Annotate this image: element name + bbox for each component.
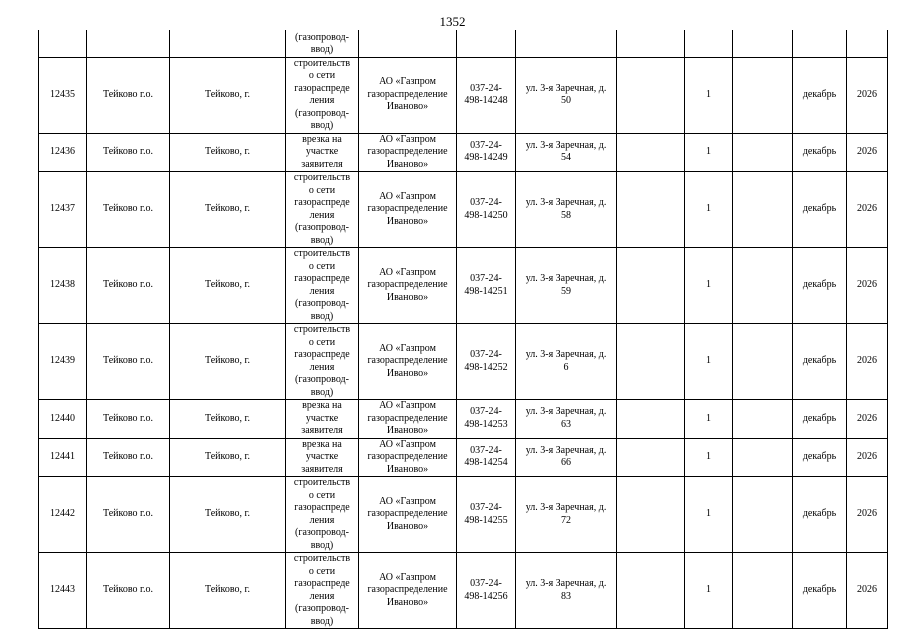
cell-work-type — [286, 438, 359, 477]
cell-empty — [617, 172, 685, 248]
cell-code-text: 037-24- 498-14252 — [464, 349, 508, 373]
cell-month — [793, 172, 847, 248]
cell-month-text: декабрь — [802, 146, 837, 157]
cell-count — [685, 324, 733, 400]
cell-district-text: Тейково г.о. — [103, 355, 153, 367]
cell-empty — [733, 133, 793, 172]
cell-empty — [617, 324, 685, 400]
cell-work-type — [286, 324, 359, 400]
cell-count-text: 1 — [706, 451, 711, 462]
cell-organization — [359, 438, 457, 477]
cell-count — [685, 248, 733, 324]
table-row — [39, 57, 888, 133]
table-row — [39, 324, 888, 400]
cell-id-text: 12443 — [50, 584, 75, 596]
cell-district-text: Тейково г.о. — [103, 279, 153, 291]
cell-id-text: 12439 — [50, 355, 75, 367]
cell-organization — [359, 57, 457, 133]
table-row — [39, 248, 888, 324]
cell-month — [793, 324, 847, 400]
cell-id — [39, 324, 87, 400]
cell-organization-text: АО «Газпром газораспределение Иваново» — [367, 266, 448, 303]
cell-count-text: 1 — [706, 355, 711, 367]
cell-empty — [617, 57, 685, 133]
cell-organization — [359, 133, 457, 172]
table-row — [39, 400, 888, 439]
cell-locality-text: Тейково, г. — [205, 355, 250, 367]
cell-locality — [170, 324, 286, 400]
cell-address — [516, 553, 617, 629]
cell-address — [516, 400, 617, 439]
cell-empty — [39, 30, 87, 57]
cell-count — [685, 400, 733, 439]
cell-work-type-text: строительств о сети газораспреде ления (газопровод- ввод) — [293, 477, 351, 551]
cell-address-text: ул. 3-я Заречная, д. 72 — [525, 502, 607, 526]
cell-district — [87, 400, 170, 439]
cell-address — [516, 324, 617, 400]
table-row — [39, 477, 888, 553]
cell-id — [39, 553, 87, 629]
cell-locality-text: Тейково, г. — [205, 584, 250, 596]
cell-locality-text: Тейково, г. — [205, 203, 250, 215]
cell-locality — [170, 438, 286, 477]
cell-id-text: 12436 — [50, 146, 75, 157]
cell-address-text: ул. 3-я Заречная, д. 50 — [525, 82, 607, 106]
cell-locality — [170, 57, 286, 133]
cell-year — [847, 438, 888, 477]
cell-address-text: ул. 3-я Заречная, д. 66 — [525, 444, 607, 469]
cell-organization — [359, 248, 457, 324]
cell-address-text: ул. 3-я Заречная, д. 59 — [525, 273, 607, 297]
cell-address — [516, 172, 617, 248]
table-row — [39, 133, 888, 172]
cell-year-text: 2026 — [857, 355, 877, 367]
cell-empty — [733, 57, 793, 133]
cell-month — [793, 133, 847, 172]
cell-month — [793, 438, 847, 477]
cell-address — [516, 248, 617, 324]
cell-year — [847, 172, 888, 248]
cell-work-type — [286, 30, 359, 57]
cell-work-type — [286, 57, 359, 133]
cell-month-text: декабрь — [802, 203, 837, 215]
cell-id-text: 12441 — [50, 451, 75, 462]
cell-locality — [170, 400, 286, 439]
cell-count-text: 1 — [706, 146, 711, 157]
cell-empty — [733, 30, 793, 57]
cell-locality — [170, 477, 286, 553]
cell-locality — [170, 248, 286, 324]
cell-count — [685, 57, 733, 133]
cell-year-text: 2026 — [857, 146, 877, 157]
cell-year-text: 2026 — [857, 451, 877, 462]
cell-empty — [617, 477, 685, 553]
cell-empty — [793, 30, 847, 57]
cell-year-text: 2026 — [857, 412, 877, 424]
cell-work-type — [286, 553, 359, 629]
cell-month-text: декабрь — [802, 355, 837, 367]
cell-empty — [733, 400, 793, 439]
cell-address — [516, 438, 617, 477]
cell-empty — [733, 438, 793, 477]
cell-work-type-text: строительств о сети газораспреде ления (газопровод- ввод) — [293, 324, 351, 398]
cell-empty — [359, 30, 457, 57]
cell-address-text: ул. 3-я Заречная, д. 58 — [525, 197, 607, 221]
cell-locality-text: Тейково, г. — [205, 451, 250, 462]
cell-district — [87, 172, 170, 248]
cell-year — [847, 248, 888, 324]
cell-address — [516, 57, 617, 133]
table-row — [39, 438, 888, 477]
cell-code — [457, 172, 516, 248]
cell-district-text: Тейково г.о. — [103, 451, 153, 462]
cell-year-text: 2026 — [857, 88, 877, 100]
cell-year — [847, 324, 888, 400]
cell-work-type-text: врезка на участке заявителя — [301, 438, 343, 475]
cell-organization — [359, 553, 457, 629]
cell-organization-text: АО «Газпром газораспределение Иваново» — [367, 438, 448, 475]
cell-count-text: 1 — [706, 88, 711, 100]
cell-year — [847, 553, 888, 629]
cell-year-text: 2026 — [857, 508, 877, 520]
cell-count-text: 1 — [706, 584, 711, 596]
table-row — [39, 172, 888, 248]
cell-month-text: декабрь — [802, 279, 837, 291]
cell-address — [516, 133, 617, 172]
cell-empty — [457, 30, 516, 57]
cell-work-type — [286, 133, 359, 172]
cell-code — [457, 400, 516, 439]
cell-locality-text: Тейково, г. — [205, 412, 250, 424]
cell-code-text: 037-24- 498-14251 — [464, 273, 508, 297]
cell-district-text: Тейково г.о. — [103, 146, 153, 157]
cell-year-text: 2026 — [857, 203, 877, 215]
cell-locality-text: Тейково, г. — [205, 279, 250, 291]
cell-organization-text: АО «Газпром газораспределение Иваново» — [367, 400, 448, 436]
cell-empty — [847, 30, 888, 57]
cell-count-text: 1 — [706, 508, 711, 520]
table-row-continued — [39, 30, 888, 57]
cell-work-type-text: строительств о сети газораспреде ления (газопровод- ввод) — [293, 553, 351, 627]
cell-empty — [617, 248, 685, 324]
cell-month — [793, 477, 847, 553]
cell-month-text: декабрь — [802, 412, 837, 424]
cell-code-text: 037-24- 498-14255 — [464, 502, 508, 526]
cell-organization-text: АО «Газпром газораспределение Иваново» — [367, 133, 448, 170]
cell-work-type — [286, 248, 359, 324]
cell-work-type — [286, 400, 359, 439]
cell-work-type-text: врезка на участке заявителя — [301, 400, 343, 436]
cell-empty — [170, 30, 286, 57]
cell-locality — [170, 133, 286, 172]
cell-id — [39, 400, 87, 439]
cell-code — [457, 133, 516, 172]
cell-empty — [685, 30, 733, 57]
cell-month-text: декабрь — [802, 451, 837, 462]
cell-locality — [170, 553, 286, 629]
cell-work-type-text: строительств о сети газораспреде ления (газопровод- ввод) — [293, 172, 351, 246]
page-number: 1352 — [439, 14, 466, 29]
cell-district-text: Тейково г.о. — [103, 412, 153, 424]
cell-empty — [617, 133, 685, 172]
cell-month — [793, 57, 847, 133]
cell-code — [457, 248, 516, 324]
cell-work-type — [286, 477, 359, 553]
cell-code-text: 037-24- 498-14250 — [464, 197, 508, 221]
cell-id-text: 12438 — [50, 279, 75, 291]
cell-empty — [617, 400, 685, 439]
cell-district — [87, 438, 170, 477]
cell-id — [39, 438, 87, 477]
cell-address-text: ул. 3-я Заречная, д. 6 — [525, 349, 607, 373]
cell-organization — [359, 400, 457, 439]
cell-code — [457, 324, 516, 400]
cell-work-type — [286, 172, 359, 248]
cell-empty — [617, 30, 685, 57]
cell-id-text: 12442 — [50, 508, 75, 520]
cell-id — [39, 133, 87, 172]
cell-month-text: декабрь — [802, 508, 837, 520]
cell-address-text: ул. 3-я Заречная, д. 54 — [525, 139, 607, 164]
cell-count — [685, 438, 733, 477]
cell-district — [87, 133, 170, 172]
cell-code-text: 037-24- 498-14248 — [464, 82, 508, 106]
cell-id — [39, 248, 87, 324]
cell-work-type-text: строительств о сети газораспреде ления (газопровод- ввод) — [293, 248, 351, 322]
cell-id-text: 12440 — [50, 412, 75, 424]
registry-table — [38, 30, 888, 629]
cell-month — [793, 400, 847, 439]
cell-empty — [516, 30, 617, 57]
cell-code-text: 037-24- 498-14254 — [464, 444, 508, 469]
cell-code — [457, 477, 516, 553]
cell-district-text: Тейково г.о. — [103, 508, 153, 520]
cell-empty — [617, 438, 685, 477]
cell-organization — [359, 324, 457, 400]
cell-code-text: 037-24- 498-14256 — [464, 578, 508, 602]
cell-count — [685, 172, 733, 248]
cell-id-text: 12435 — [50, 88, 75, 100]
cell-work-type-text: врезка на участке заявителя — [301, 133, 343, 170]
cell-empty — [733, 324, 793, 400]
cell-year-text: 2026 — [857, 584, 877, 596]
cell-year — [847, 57, 888, 133]
cell-address-text: ул. 3-я Заречная, д. 83 — [525, 578, 607, 602]
cell-month — [793, 248, 847, 324]
cell-month — [793, 553, 847, 629]
cell-locality — [170, 172, 286, 248]
cell-organization-text: АО «Газпром газораспределение Иваново» — [367, 495, 448, 532]
cell-year — [847, 477, 888, 553]
cell-count — [685, 553, 733, 629]
cell-code — [457, 57, 516, 133]
cell-year — [847, 400, 888, 439]
cell-id-text: 12437 — [50, 203, 75, 215]
cell-address-text: ул. 3-я Заречная, д. 63 — [525, 406, 607, 430]
cell-count — [685, 477, 733, 553]
cell-empty — [733, 477, 793, 553]
cell-id — [39, 477, 87, 553]
cell-locality-text: Тейково, г. — [205, 508, 250, 520]
cell-count-text: 1 — [706, 279, 711, 291]
cell-count-text: 1 — [706, 412, 711, 424]
cell-code-text: 037-24- 498-14249 — [464, 139, 508, 164]
cell-month-text: декабрь — [802, 584, 837, 596]
cell-district — [87, 553, 170, 629]
cell-year-text: 2026 — [857, 279, 877, 291]
cell-code — [457, 553, 516, 629]
cell-locality-text: Тейково, г. — [205, 88, 250, 100]
cell-address — [516, 477, 617, 553]
cell-organization-text: АО «Газпром газораспределение Иваново» — [367, 571, 448, 608]
cell-district-text: Тейково г.о. — [103, 584, 153, 596]
table-row — [39, 553, 888, 629]
cell-id — [39, 172, 87, 248]
cell-year — [847, 133, 888, 172]
cell-empty — [87, 30, 170, 57]
cell-district — [87, 57, 170, 133]
cell-organization — [359, 172, 457, 248]
cell-empty — [733, 553, 793, 629]
cell-count-text: 1 — [706, 203, 711, 215]
work-type-tail: (газопровод- ввод) — [295, 31, 349, 55]
cell-district — [87, 477, 170, 553]
cell-code-text: 037-24- 498-14253 — [464, 406, 508, 430]
cell-organization-text: АО «Газпром газораспределение Иваново» — [367, 342, 448, 379]
cell-empty — [733, 172, 793, 248]
cell-organization-text: АО «Газпром газораспределение Иваново» — [367, 190, 448, 227]
cell-district — [87, 248, 170, 324]
cell-month-text: декабрь — [802, 88, 837, 100]
cell-locality-text: Тейково, г. — [205, 146, 250, 157]
cell-district — [87, 324, 170, 400]
cell-code — [457, 438, 516, 477]
cell-organization-text: АО «Газпром газораспределение Иваново» — [367, 76, 448, 113]
cell-id — [39, 57, 87, 133]
cell-organization — [359, 477, 457, 553]
cell-count — [685, 133, 733, 172]
cell-empty — [733, 248, 793, 324]
cell-work-type-text: строительств о сети газораспреде ления (газопровод- ввод) — [293, 57, 351, 131]
cell-district-text: Тейково г.о. — [103, 88, 153, 100]
cell-district-text: Тейково г.о. — [103, 203, 153, 215]
cell-empty — [617, 553, 685, 629]
